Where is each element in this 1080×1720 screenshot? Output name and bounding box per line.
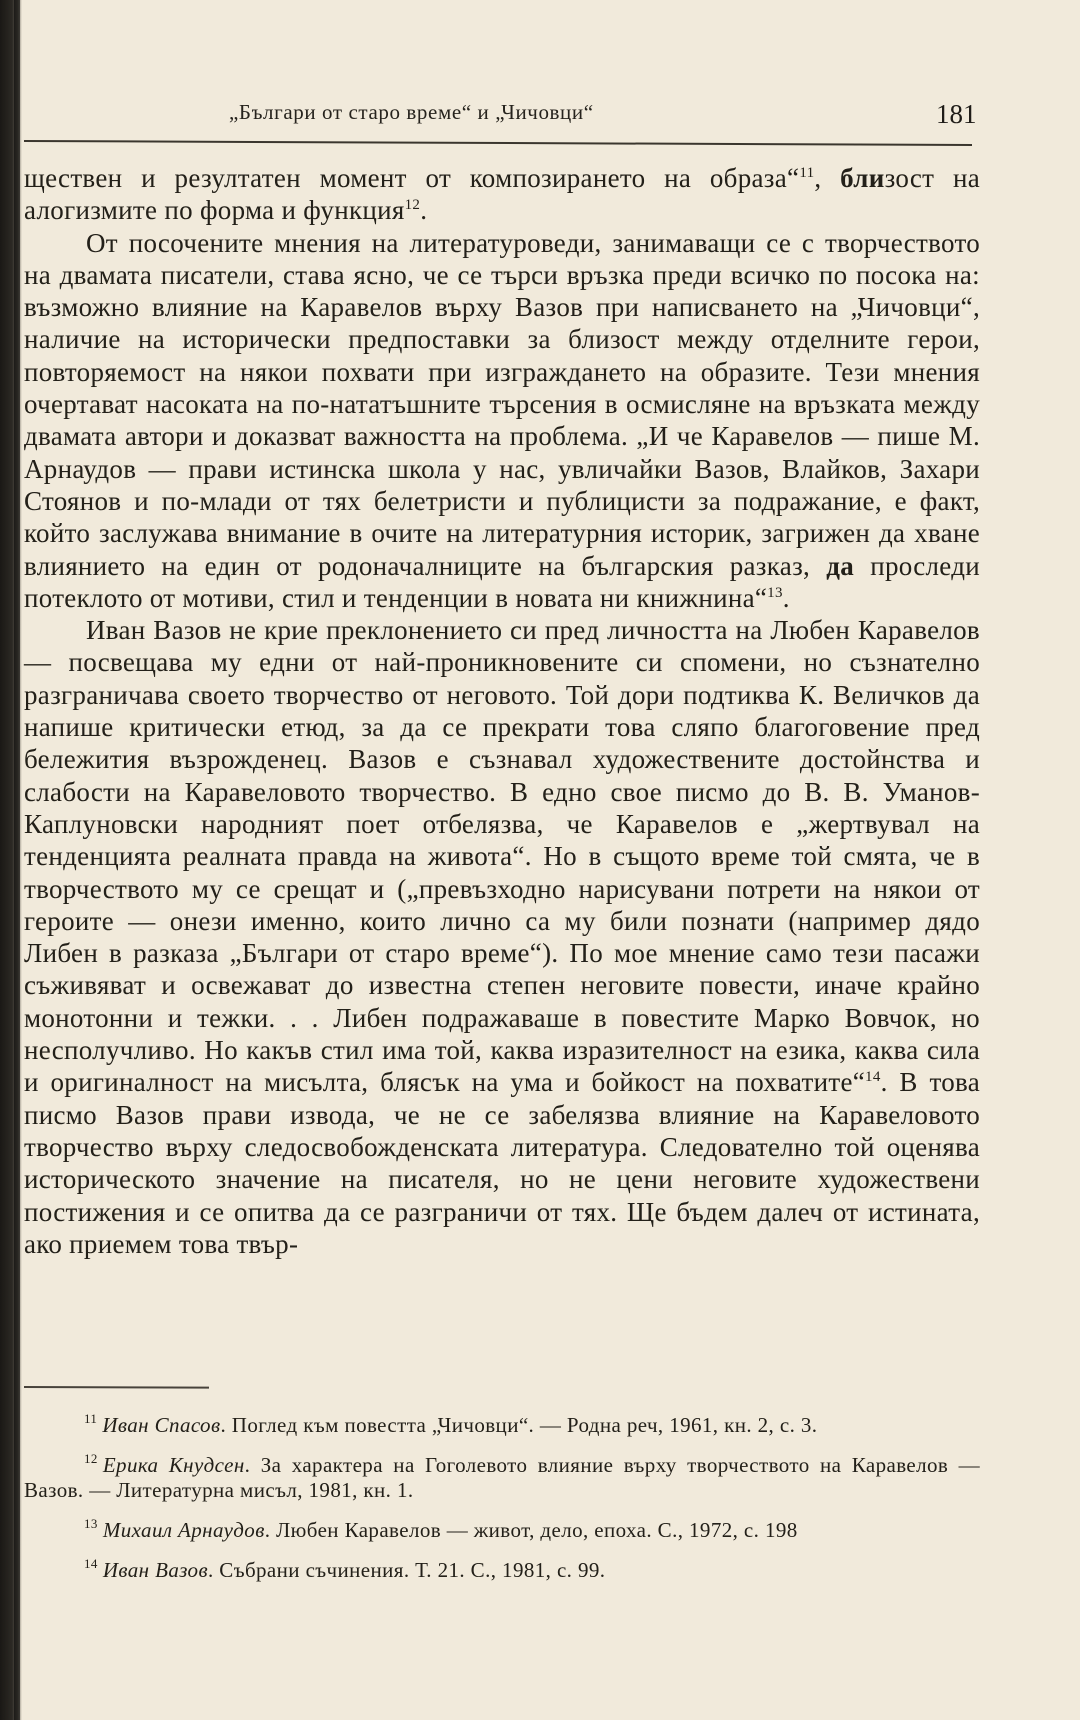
paragraph-2-text-1: От посочените мнения на литературоведи, занимаващи се с творчеството на двамата писатели, става ясно, че се търси връзка преди всичко по посока на: възможно влияние на Каравелов върху Вазов при написването на „Чичовци“, наличие на исторически предпоставки за близост между отделните герои, повторяемост на някои похвати при изграждането на образите. Тези мнения очертават насоката на по-нататъшните търсения в осмисляне на връзката между двамата автори и доказват важността на проблема. „И че Каравелов — пише М. Арнаудов — прави истинска школа у нас, увличайки Вазов, Влайков, Захари Стоянов и по-млади от тях белетристи и публицисти за подражание, е факт, който заслужава внимание в очите на литературния историк, загрижен да хване влиянието на един от родоначалниците на българския разказ, <box>24 227 980 581</box>
footnotes <box>24 1406 980 1591</box>
footnote-12 <box>24 1446 980 1503</box>
running-title: „Българи от старо време“ и „Чичовци“ <box>229 100 594 124</box>
running-head <box>24 100 980 144</box>
paragraph-vazov <box>24 614 980 1260</box>
footnote-14 <box>24 1551 980 1583</box>
paragraph-2-bold-text: да <box>826 550 855 581</box>
footnote-author: Иван Вазов <box>102 1558 208 1582</box>
book-page <box>24 100 980 1690</box>
footnote-ref-13[interactable]: 13 <box>767 584 783 601</box>
footnote-author: Ерика Кнудсен <box>102 1453 245 1477</box>
paragraph-2-text-3: . <box>782 582 790 613</box>
footnote-rule <box>24 1386 209 1389</box>
footnote-11 <box>24 1406 980 1438</box>
footnote-number: 12 <box>84 1451 98 1466</box>
book-gutter-line <box>14 0 20 1720</box>
footnote-ref-14[interactable]: 14 <box>865 1069 881 1086</box>
footnote-13 <box>24 1511 980 1543</box>
footnote-author: Михаил Арнаудов <box>102 1518 265 1542</box>
paragraph-3-text-2: . В това писмо Вазов прави извода, че не се забелязва влияние на Каравеловото творчество върху следосвобожденската литература. Следователно той оценява историческото значение на писателя, но не цени неговите художествени постижения и се опитва да се разграничи от тях. Ще бъдем далеч от истината, ако приемем това твър- <box>24 1067 980 1259</box>
page-number: 181 <box>936 99 977 129</box>
footnote-text: . Любен Каравелов — живот, дело, епоха. С., 1972, с. 198 <box>264 1518 798 1542</box>
main-text <box>24 162 980 1260</box>
footnote-number: 11 <box>84 1411 98 1426</box>
footnote-text: . За характера на Гоголевото влияние върху творчеството на Каравелов — Вазов. — Литературна мисъл, 1981, кн. 1. <box>24 1453 980 1502</box>
paragraph-1-bold-text: бли <box>840 163 885 193</box>
header-rule <box>24 140 972 146</box>
footnote-ref-12[interactable]: 12 <box>404 197 421 214</box>
paragraph-continuation <box>24 162 980 227</box>
footnote-text: . Събрани съчинения. Т. 21. С., 1981, с. 99. <box>207 1558 606 1582</box>
paragraph-opinions <box>24 227 980 615</box>
paragraph-1-text-2: , <box>814 163 841 193</box>
paragraph-1-text-4: . <box>420 195 428 226</box>
paragraph-1-text-3: зост на алогизмите по форма и функция <box>24 163 980 226</box>
footnote-number: 13 <box>84 1516 98 1531</box>
footnote-text: . Поглед към повестта „Чичовци“. — Родна реч, 1961, кн. 2, с. 3. <box>220 1413 818 1437</box>
paragraph-2-text-2: проследи потеклото от мотиви, стил и тенденции в новата ни книжнина“ <box>24 550 980 613</box>
paragraph-1-text-1: ществен и резултатен момент от композирането на образа“ <box>24 163 800 193</box>
footnote-author: Иван Спасов <box>102 1413 221 1437</box>
footnote-ref-11[interactable]: 11 <box>799 165 815 181</box>
footnote-number: 14 <box>84 1556 98 1571</box>
paragraph-3-text-1: Иван Вазов не крие преклонението си пред личността на Любен Каравелов — посвещава му едни от най-проникновените си спомени, но съзнателно разграничава своето творчество от неговото. Той дори подтиква К. Величков да напише критически етюд, за да се прекрати това сляпо благоговение пред бележития възрожденец. Вазов е съзнавал художествените достойнства и слабости на Каравеловото творчество. В едно свое писмо до В. В. Уманов-Каплуновски народният поет отбелязва, че Каравелов е „жертвувал на тенденцията реалната правда на живота“. Но в същото време той смята, че в творчеството му се срещат и („превъзходно нарисувани потрети на някои от героите — онези именно, които лично са му били познати (например дядо Либен в разказа „Българи от старо време“). По мое мнение само тези пасажи съживяват и освежават до известна степен неговите повести, иначе крайно монотонни и тежки. . . Либен подражаваше в повестите Марко Вовчок, но несполучливо. Но какъв стил има той, каква изразителност на езика, каква сила и оригиналност на мисълта, блясък на ума и бойкост на похватите“ <box>24 615 980 1098</box>
